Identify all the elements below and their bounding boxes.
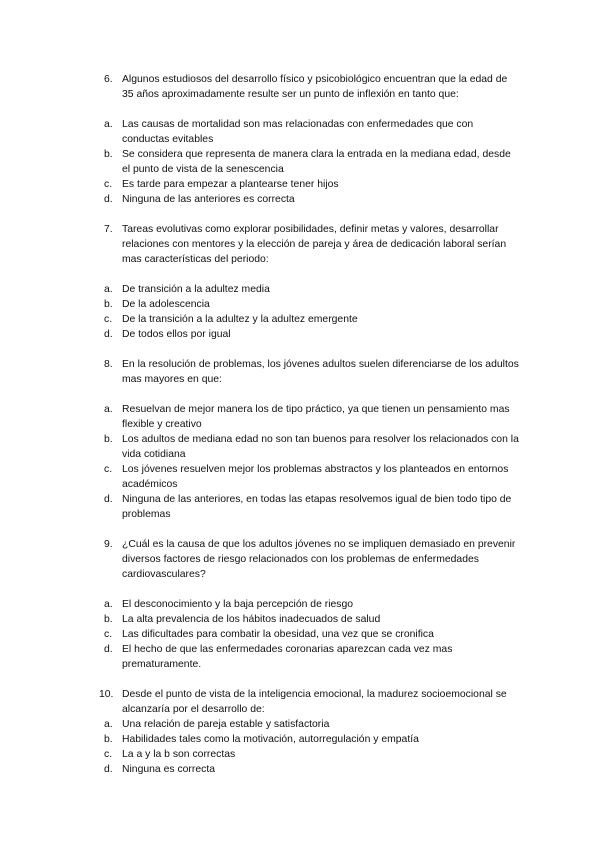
option-letter: d. — [104, 644, 113, 655]
option-8a — [0, 402, 600, 432]
options-10 — [0, 717, 600, 777]
option-9a — [0, 597, 600, 612]
option-text: Ninguna de las anteriores es correcta — [122, 194, 295, 205]
option-text: Resuelvan de mejor manera los de tipo práctico, ya que tienen un pensamiento mas flexible y creativo — [122, 404, 510, 430]
question-text: En la resolución de problemas, los jóvenes adultos suelen diferenciarse de los adultos mas mayores en que: — [122, 359, 519, 385]
document-page — [0, 72, 600, 777]
question-8 — [0, 357, 600, 387]
question-9 — [0, 537, 600, 582]
question-number: 7. — [104, 224, 113, 235]
option-text: La a y la b son correctas — [122, 749, 236, 760]
option-7b — [0, 297, 600, 312]
option-letter: c. — [104, 629, 113, 640]
option-text: Ninguna de las anteriores, en todas las etapas resolvemos igual de bien todo tipo de problemas — [122, 494, 512, 520]
option-6a — [0, 117, 600, 147]
option-letter: d. — [104, 194, 113, 205]
option-letter: c. — [104, 179, 113, 190]
option-letter: a. — [104, 599, 113, 610]
option-letter: b. — [104, 149, 113, 160]
question-text: Tareas evolutivas como explorar posibilidades, definir metas y valores, desarrollar relaciones con mentores y la elección de pareja y área de dedicación laboral serían mas características del periodo: — [122, 224, 507, 265]
option-letter: c. — [104, 749, 113, 760]
options-7 — [0, 282, 600, 342]
question-7 — [0, 222, 600, 267]
option-letter: d. — [104, 764, 113, 775]
option-10a — [0, 717, 600, 732]
option-6c — [0, 177, 600, 192]
question-number: 10. — [99, 689, 114, 700]
option-8d — [0, 492, 600, 522]
option-letter: a. — [104, 404, 113, 415]
option-text: El desconocimiento y la baja percepción de riesgo — [122, 599, 354, 610]
option-9b — [0, 612, 600, 627]
option-letter: a. — [104, 284, 113, 295]
option-7d — [0, 327, 600, 342]
question-text: Algunos estudiosos del desarrollo físico y psicobiológico encuentran que la edad de 35 años aproximadamente resulte ser un punto de inflexión en tanto que: — [122, 74, 508, 100]
option-7c — [0, 312, 600, 327]
option-6b — [0, 147, 600, 177]
option-letter: d. — [104, 494, 113, 505]
option-letter: d. — [104, 329, 113, 340]
option-text: Las causas de mortalidad son mas relacionadas con enfermedades que con conductas evitables — [122, 119, 474, 145]
option-letter: b. — [104, 614, 113, 625]
option-text: Los jóvenes resuelven mejor los problemas abstractos y los planteados en entornos académicos — [122, 464, 509, 490]
question-text: Desde el punto de vista de la inteligencia emocional, la madurez socioemocional se alcanzaría por el desarrollo de: — [122, 689, 507, 715]
option-6d — [0, 192, 600, 207]
question-text: ¿Cuál es la causa de que los adultos jóvenes no se impliquen demasiado en prevenir diversos factores de riesgo relacionados con los problemas de enfermedades cardiovasculares? — [122, 539, 516, 580]
options-6 — [0, 117, 600, 207]
option-letter: b. — [104, 434, 113, 445]
option-text: De todos ellos por igual — [122, 329, 231, 340]
question-number: 9. — [104, 539, 113, 550]
option-text: Ninguna es correcta — [122, 764, 215, 775]
option-text: De la adolescencia — [122, 299, 210, 310]
option-7a — [0, 282, 600, 297]
options-9 — [0, 597, 600, 672]
option-letter: a. — [104, 719, 113, 730]
option-text: La alta prevalencia de los hábitos inadecuados de salud — [122, 614, 381, 625]
option-text: De transición a la adultez media — [122, 284, 270, 295]
option-text: Es tarde para empezar a plantearse tener hijos — [122, 179, 339, 190]
option-8c — [0, 462, 600, 492]
option-text: El hecho de que las enfermedades coronarias aparezcan cada vez mas prematuramente. — [122, 644, 453, 670]
option-text: Los adultos de mediana edad no son tan buenos para resolver los relacionados con la vida cotidiana — [122, 434, 519, 460]
option-letter: b. — [104, 299, 113, 310]
option-10d — [0, 762, 600, 777]
option-10b — [0, 732, 600, 747]
question-number: 8. — [104, 359, 113, 370]
option-letter: b. — [104, 734, 113, 745]
option-letter: a. — [104, 119, 113, 130]
question-10 — [0, 687, 600, 717]
option-text: Se considera que representa de manera clara la entrada en la mediana edad, desde el punto de vista de la senescencia — [122, 149, 511, 175]
option-text: Las dificultades para combatir la obesidad, una vez que se cronifica — [122, 629, 434, 640]
option-9d — [0, 642, 600, 672]
option-text: De la transición a la adultez y la adultez emergente — [122, 314, 358, 325]
option-8b — [0, 432, 600, 462]
option-letter: c. — [104, 464, 113, 475]
question-number: 6. — [104, 74, 113, 85]
options-8 — [0, 402, 600, 522]
option-9c — [0, 627, 600, 642]
option-text: Habilidades tales como la motivación, autorregulación y empatía — [122, 734, 419, 745]
option-text: Una relación de pareja estable y satisfactoria — [122, 719, 330, 730]
option-letter: c. — [104, 314, 113, 325]
option-10c — [0, 747, 600, 762]
question-6 — [0, 72, 600, 102]
